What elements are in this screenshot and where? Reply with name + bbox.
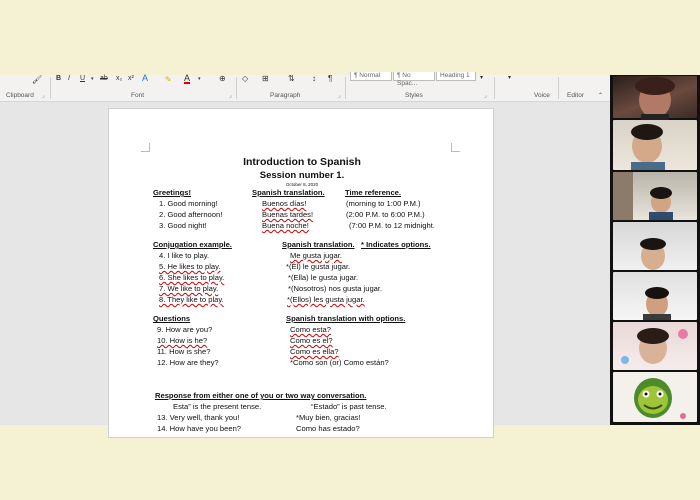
participant-avatar-icon: [613, 272, 697, 320]
questions-translation-header: Spanish translation with options.: [286, 314, 406, 323]
questions-header: Questions: [153, 314, 191, 323]
conjugation-english: 4. I like to play.: [159, 251, 210, 260]
participant-video-tile[interactable]: [613, 272, 697, 320]
styles-more-icon[interactable]: ▾: [480, 75, 484, 81]
question-english: 11. How is she?: [157, 347, 211, 356]
tense-note-past: “Estado” is past tense.: [311, 402, 387, 411]
question-spanish: Como es ella?: [290, 347, 339, 356]
show-paragraph-marks-icon[interactable]: ¶: [328, 74, 333, 83]
style-heading-1[interactable]: Heading 1: [436, 72, 476, 81]
question-spanish: Como es el?: [290, 336, 333, 345]
conjugation-english: 7. We like to play.: [159, 284, 219, 293]
participant-video-tile[interactable]: [613, 222, 697, 270]
add-icon[interactable]: ⊕: [219, 74, 226, 83]
underline-dropdown-icon[interactable]: ▾: [91, 76, 94, 82]
conjugation-spanish: *(Él) le gusta jugar.: [286, 262, 351, 271]
borders-icon[interactable]: ⊞: [262, 74, 269, 83]
greeting-time: (2:00 P.M. to 6:00 P.M.): [346, 210, 425, 219]
doc-date: October 8, 2020: [285, 182, 319, 187]
margin-corner-mark: [141, 143, 150, 152]
styles-launcher-icon[interactable]: ⌟: [484, 93, 487, 99]
time-reference-header: Time reference.: [345, 188, 402, 197]
response-spanish: Como has estado?: [296, 424, 360, 433]
ribbon-separator: [558, 77, 559, 99]
greeting-english: 2. Good afternoon!: [159, 210, 223, 219]
response-english: 14. How have you been?: [157, 424, 242, 433]
group-label-styles: Styles: [405, 92, 423, 99]
greeting-time: (morning to 1:00 P.M.): [346, 199, 421, 208]
greeting-time: (7:00 P.M. to 12 midnight.: [349, 221, 435, 230]
group-label-voice: Voice: [534, 92, 550, 99]
group-label-font: Font: [131, 92, 145, 99]
greeting-english: 1. Good morning!: [159, 199, 218, 208]
greetings-header: Greetings!: [153, 188, 191, 197]
doc-subtitle: Session number 1.: [259, 170, 345, 181]
response-header: Response from either one of you or two way conversation.: [155, 391, 367, 400]
question-english: 12. How are they?: [157, 358, 219, 367]
participant-avatar-icon: [613, 322, 697, 370]
participant-video-tile[interactable]: [613, 172, 697, 220]
format-painter-icon[interactable]: 🖌: [32, 75, 43, 84]
conjugation-spanish: Me gusta jugar.: [290, 251, 342, 260]
conjugation-spanish: *(Nosotros) nos gusta jugar.: [288, 284, 383, 293]
participant-avatar-icon: [613, 222, 697, 270]
conjugation-english: 8. They like to play.: [159, 295, 224, 304]
question-english: 9. How are you?: [157, 325, 213, 334]
font-color-button[interactable]: A: [184, 73, 191, 83]
word-ribbon: [0, 72, 610, 102]
question-spanish: *Como son (or) Como están?: [290, 358, 389, 367]
conjugation-spanish: *(Ellos) les gusta jugar.: [287, 295, 365, 304]
response-english: 13. Very well, thank you!: [157, 413, 240, 422]
highlight-color-icon[interactable]: ✎: [165, 75, 172, 84]
font-launcher-icon[interactable]: ⌟: [229, 93, 232, 99]
greeting-spanish: Buena noche!: [262, 221, 309, 230]
ribbon-separator: [236, 77, 237, 99]
green-mask-avatar-icon: [613, 372, 697, 422]
conjugation-translation-header: Spanish translation.: [282, 240, 355, 249]
participant-avatar-icon: [613, 120, 697, 170]
bold-button[interactable]: B: [56, 75, 62, 82]
group-label-editor: Editor: [567, 92, 584, 99]
conjugation-header: Conjugation example.: [153, 240, 232, 249]
conjugation-english: 5. He likes to play.: [159, 262, 221, 271]
participant-video-tile[interactable]: [613, 120, 697, 170]
options-note-header: * Indicates options.: [361, 240, 431, 249]
conjugation-english: 6. She likes to play.: [159, 273, 225, 282]
shading-icon[interactable]: ◇: [242, 74, 249, 83]
subscript-button[interactable]: x₂: [116, 75, 123, 82]
group-label-paragraph: Paragraph: [270, 92, 301, 99]
greeting-spanish: Buenos días!: [262, 199, 307, 208]
collapse-ribbon-icon[interactable]: ⌃: [598, 93, 604, 99]
greeting-spanish: Buenas tardes!: [262, 210, 314, 219]
strikethrough-button[interactable]: ab: [100, 75, 108, 82]
font-color-dropdown-icon[interactable]: ▾: [198, 76, 201, 82]
document-page[interactable]: [108, 108, 494, 438]
sort-icon[interactable]: ⇅: [288, 74, 295, 83]
superscript-button[interactable]: x²: [128, 75, 134, 82]
group-label-clipboard: Clipboard: [6, 92, 34, 99]
document-canvas: [0, 102, 610, 433]
margin-corner-mark: [451, 143, 460, 152]
ribbon-separator: [494, 77, 495, 99]
ribbon-separator: [50, 77, 51, 99]
greeting-english: 3. Good night!: [159, 221, 207, 230]
dictate-dropdown-icon[interactable]: ▾: [508, 75, 512, 81]
question-english: 10. How is he?: [157, 336, 208, 345]
line-spacing-icon[interactable]: ↕: [312, 74, 316, 83]
conjugation-spanish: *(Ella) le gusta jugar.: [288, 273, 359, 282]
style-normal[interactable]: ¶ Normal: [350, 72, 392, 81]
text-effects-button[interactable]: A: [142, 73, 149, 83]
response-spanish: *Muy bien, gracias!: [296, 413, 361, 422]
zoom-screen-share: [0, 72, 700, 433]
video-gallery: [610, 75, 700, 425]
greetings-translation-header: Spanish translation.: [252, 188, 325, 197]
paragraph-launcher-icon[interactable]: ⌟: [338, 93, 341, 99]
participant-avatar-icon: [613, 172, 697, 220]
underline-button[interactable]: U: [80, 75, 86, 82]
tense-note-present: Esta” is the present tense.: [173, 402, 262, 411]
participant-video-tile[interactable]: [613, 372, 697, 422]
italic-button[interactable]: I: [68, 75, 70, 82]
question-spanish: Como esta?: [290, 325, 331, 334]
ribbon-separator: [345, 77, 346, 99]
style-no-spacing[interactable]: ¶ No Spac...: [393, 72, 435, 81]
participant-video-tile[interactable]: [613, 322, 697, 370]
participant-video-tile[interactable]: [613, 76, 697, 118]
clipboard-launcher-icon[interactable]: ⌟: [42, 93, 45, 99]
doc-title: Introduction to Spanish: [243, 156, 361, 168]
participant-avatar-icon: [613, 76, 697, 118]
